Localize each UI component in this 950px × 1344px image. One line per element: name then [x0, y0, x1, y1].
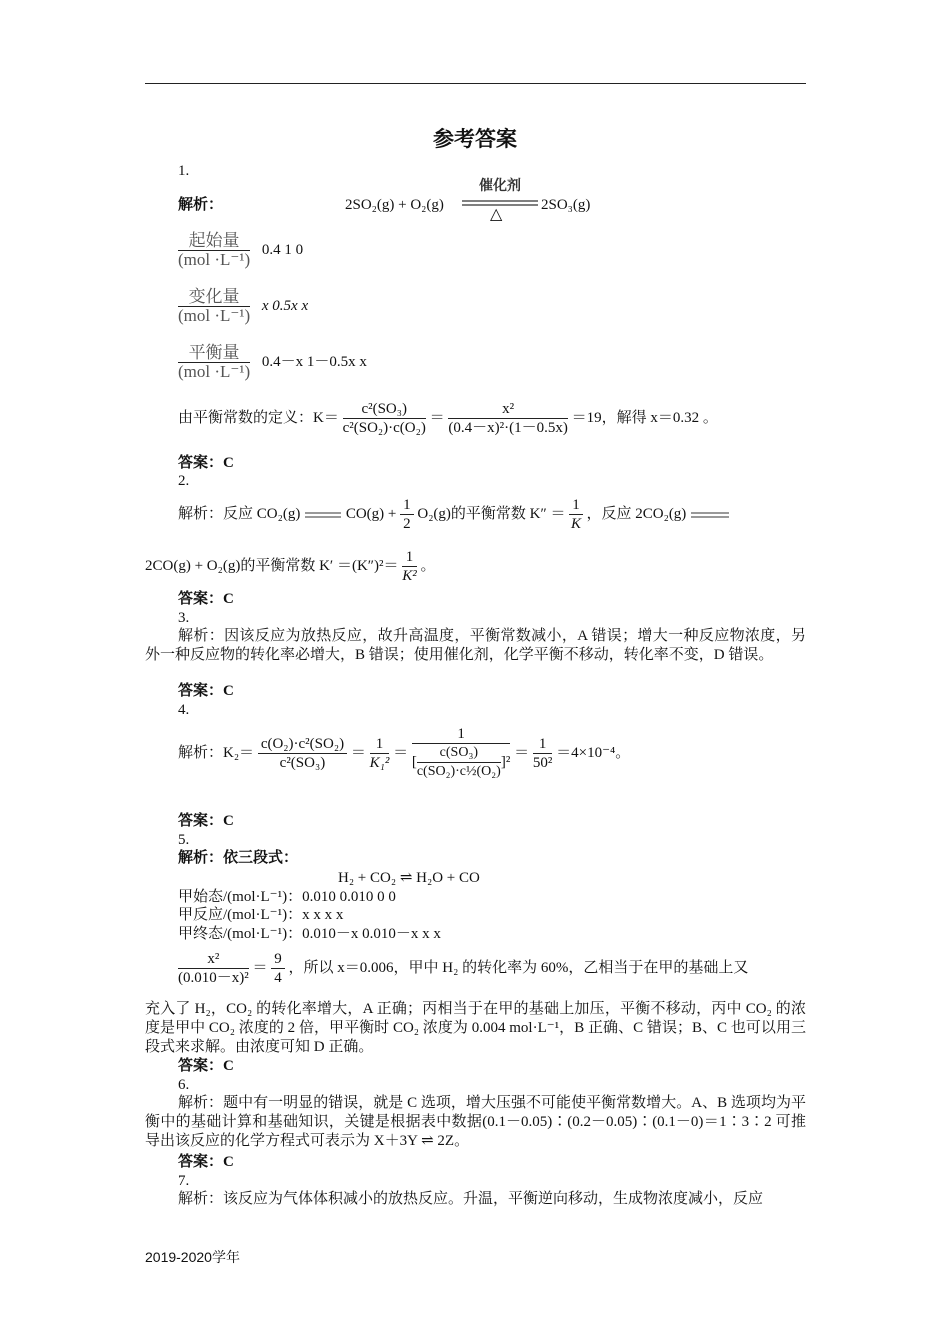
q2-line2: 2CO(g) + O₂(g)的平衡常数 K′ ＝(K″)²＝ $\frac{1}{\text{K²}}$ 。 [145, 549, 436, 584]
answer-label: 答案：C [178, 813, 234, 829]
question-number: 2. [178, 473, 190, 489]
answer-label: 答案：C [178, 591, 234, 607]
question-number: 7. [178, 1173, 190, 1189]
heat-symbol: △ [490, 206, 503, 223]
question-number: 6. [178, 1077, 190, 1093]
equilibrium-arrow [304, 510, 342, 520]
question-number: 3. [178, 610, 190, 626]
answer-label: 答案：C [178, 1154, 234, 1170]
answer-label: 答案：C [178, 1058, 234, 1074]
equilibrium-arrow [690, 510, 730, 520]
reaction-left: 2SO₂(g) + O₂(g) [345, 197, 444, 213]
analysis-label: 解析： [178, 197, 224, 213]
question-number: 5. [178, 832, 190, 848]
answer-label: 答案：C [178, 683, 234, 699]
q5-analysis: 充入了 H₂，CO₂ 的转化率增大，A 正确；丙相当于在甲的基础上加压，平衡不移动，丙中 CO₂ 的浓度是甲中 CO₂ 浓度的 2 倍，甲平衡时 CO₂ 浓度为 0.004 mol·L⁻¹，B 正确、C 错误；B、C 也可以用三段式来求解。由浓度可知 D 正确。 [145, 1001, 806, 1055]
stage-row: $\frac{\text{平衡量}}{\text{(mol ·L⁻¹)}}$ 0.4－x 1－0.5x x [178, 343, 367, 381]
q7-analysis: 解析：该反应为气体体积减小的放热反应。升温，平衡逆向移动，生成物浓度减小，反应 [178, 1191, 764, 1207]
question-number: 4. [178, 702, 190, 718]
q2-line1: 解析：反应 CO₂(g) CO(g) + $\frac{1}{2}$ O₂(g)的平衡常数 K″ ＝ $\frac{1}{K}$ ，反应 2CO₂(g) [178, 496, 730, 533]
k-expression: 由平衡常数的定义：K＝ $\frac{\text{c²(SO₃)}}{\text{c²(SO₂)·c(O₂)}}$ ＝ $\frac{\text{x²}}{\text{(0.4－x)²·(1－0.5x)}}$ ＝19，解得 x＝0.32 。 [178, 401, 718, 436]
footer-text: 2019-2020学年 [145, 1249, 240, 1265]
q5-row: 甲反应/(mol·L⁻¹)：x x x x [178, 907, 344, 923]
page-title: 参考答案 [433, 127, 517, 151]
reaction-right: 2SO₃(g) [541, 197, 591, 213]
top-rule [145, 83, 806, 84]
catalyst-label: 催化剂 [479, 179, 521, 194]
q4-expression: 解析：K₂＝ $\frac{\text{c(O₂)·c²(SO₂)}}{\text{c²(SO₃)}}$ ＝ $\frac{1}{\text{K₁²}}$ ＝ 1 [ $\frac{\text{c(SO₃)}}{\text{c(SO₂)·c½(O₂)}}$ ]² ＝ $\frac{1}{\text{50²}}$ ＝4×10⁻⁴。 [178, 726, 631, 779]
q3-analysis: 解析：因该反应为放热反应，故升高温度，平衡常数减小，A 错误；增大一种反应物浓度，另外一种反应物的转化率必增大，B 错误；使用催化剂，化学平衡不移动，转化率不变，D 错误。 [145, 628, 806, 663]
stage-row: $\frac{\text{变化量}}{\text{(mol ·L⁻¹)}}$ x 0.5x x [178, 287, 309, 325]
q5-equation: H₂ + CO₂ ⇌ H₂O + CO [338, 870, 480, 886]
q6-analysis: 解析：题中有一明显的错误，就是 C 选项，增大压强不可能使平衡常数增大。A、B 选项均为平衡中的基础计算和基础知识，关键是根据表中数据(0.1－0.05)∶(0.2－0.05)∶(0.1－0)＝1∶3∶2 可推导出该反应的化学方程式可表示为 X＋3Y ⇌ 2Z。 [145, 1095, 806, 1149]
answer-label: 答案：C [178, 455, 234, 471]
q5-intro: 解析：依三段式： [178, 850, 299, 866]
question-number: 1. [178, 163, 190, 179]
q5-row: 甲始态/(mol·L⁻¹)：0.010 0.010 0 0 [178, 889, 396, 905]
q5-row: 甲终态/(mol·L⁻¹)：0.010－x 0.010－x x x [178, 926, 441, 942]
q5-fraction-line: $\frac{\text{x²}}{\text{(0.010－x)²}}$ ＝ $\frac{9}{4}$ ，所以 x＝0.006，甲中 H₂ 的转化率为 60%，乙相当于在甲的基础上又 [178, 951, 749, 986]
stage-row: $\frac{\text{起始量}}{\text{(mol ·L⁻¹)}}$ 0.4 1 0 [178, 231, 304, 269]
